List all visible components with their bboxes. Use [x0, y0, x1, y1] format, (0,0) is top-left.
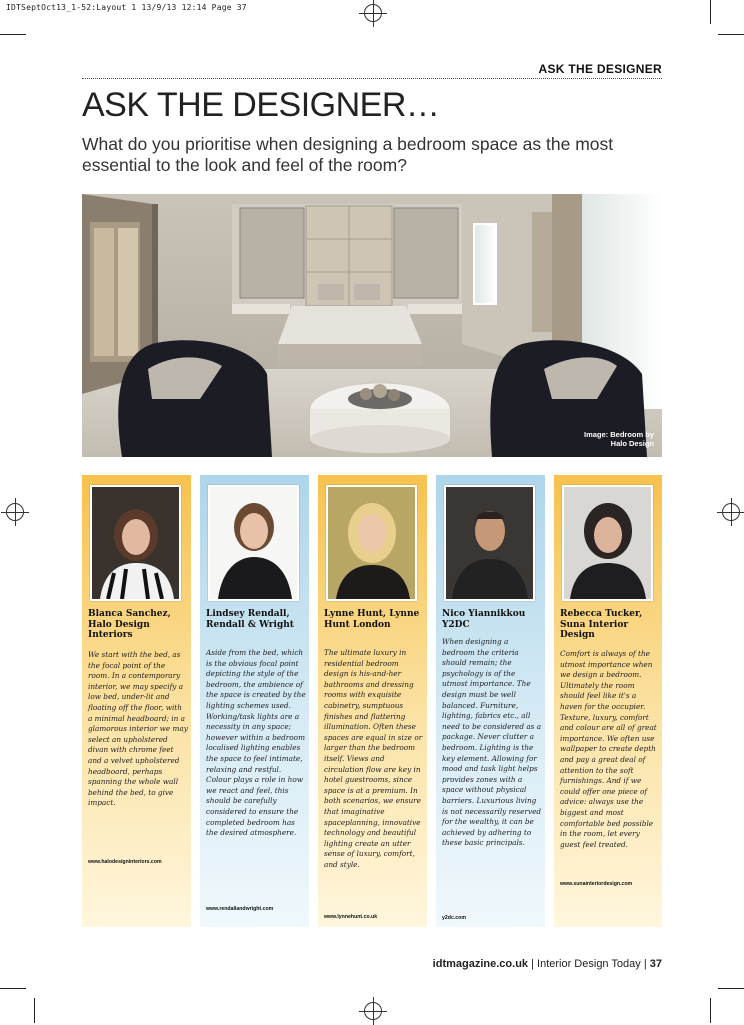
page-footer [433, 958, 662, 970]
footer-magazine: Interior Design Today [537, 958, 641, 970]
designer-card [200, 475, 309, 927]
registration-mark-icon [364, 4, 382, 22]
designer-card [318, 475, 427, 927]
designer-name: Lindsey Rendall, Rendall & Wright [206, 609, 294, 630]
crop-mark [710, 0, 711, 24]
designer-name: Nico Yiannikkou Y2DC [442, 609, 526, 630]
designer-answer: The ultimate luxury in residential bedroom design is his-and-her bathrooms and dressing rooms with exquisite cabinetry, sumptuous finishes and flattering illumination. Often these spaces are equal in size or larger than the bedroom itself. Views and circulation flow are key in hotel guestrooms, since space is at a premium. In both scenarios, we ensure that imaginative spaceplanning, innovative technology and beautiful lighting create an utter sense of luxury, comfort, and style. [324, 648, 423, 869]
designer-answer: When designing a bedroom the criteria should remain; the psychology is of the utmost importance. The design must be well balanced. Furniture, lighting, fabrics etc., all need to be considered as a package. Never clutter a bedroom. Lighting is the key element. Allowing for mood and task light helps provides zones with a space without physical barriers. Luxurious living is not necessarily reserved for the wealthy, it can be achieved by adhering to these basic principals. [442, 637, 542, 848]
designer-answer: Comfort is always of the utmost importance when we design a bedroom. Ultimately the room should feel like it's a haven for the occupier. Texture, luxury, comfort and colour are all of great importance. We often use wallpaper to create depth and pay a great deal of attention to the soft furnishings. And if we could offer one piece of advice: always use the biggest and most comfortable bed possible in the room, let every guest feel treated. [560, 649, 657, 849]
portrait-illustration [210, 487, 297, 599]
designer-url[interactable]: y2dc.com [442, 915, 466, 921]
section-tag: ASK THE DESIGNER [538, 62, 662, 76]
designer-url[interactable]: www.lynnehunt.co.uk [324, 914, 378, 920]
designer-card [554, 475, 662, 927]
portrait-illustration [92, 487, 179, 599]
page-subtitle: What do you prioritise when designing a bedroom space as the most essential to the look and feel of the room? [82, 134, 614, 175]
crop-mark [34, 998, 35, 1023]
print-slug: IDTSeptOct13_1-52:Layout 1 13/9/13 12:14 Page 37 [6, 3, 247, 12]
registration-mark-icon [722, 503, 740, 521]
designer-name: Lynne Hunt, Lynne Hunt London [324, 609, 420, 630]
crop-mark [718, 34, 744, 35]
hero-image-caption [584, 430, 654, 448]
footer-site[interactable]: idtmagazine.co.uk [432, 958, 529, 970]
header-divider [82, 78, 662, 79]
designer-url[interactable]: www.sunainteriordesign.com [560, 881, 633, 887]
hero-caption-line: Image: Bedroom by [583, 430, 654, 439]
portrait-illustration [328, 487, 415, 599]
portrait-illustration [446, 487, 533, 599]
registration-mark-icon [6, 503, 24, 521]
designer-portrait [208, 485, 299, 601]
designer-card [436, 475, 545, 927]
portrait-illustration [564, 487, 651, 599]
designer-url[interactable]: www.halodesigninteriors.com [88, 859, 162, 865]
designer-portrait [90, 485, 181, 601]
designer-name: Blanca Sanchez, Halo Design Interiors [88, 609, 171, 640]
footer-separator: | [643, 958, 650, 970]
designer-portrait [562, 485, 653, 601]
designer-portrait [326, 485, 417, 601]
crop-mark [0, 34, 26, 35]
designer-card [82, 475, 191, 927]
designer-cards [82, 475, 662, 927]
page-number: 37 [649, 958, 662, 970]
page-title: ASK THE DESIGNER… [82, 86, 440, 124]
registration-mark-icon [364, 1002, 382, 1020]
designer-name: Rebecca Tucker, Suna Interior Design [560, 609, 643, 640]
hero-caption-line: Halo Design [610, 439, 654, 448]
crop-mark [718, 988, 744, 989]
designer-answer: Aside from the bed, which is the obvious focal point depicting the style of the bedroom, the ambience of the space is created by the lighting schemes used. Working/task lights are a necessity in any space; however within a bedroom localised lighting enables the space to feel intimate, relaxing and restful. Colour plays a role in how we react and feel, this should be carefully considered to ensure the completed bedroom has the desired atmosphere. [206, 648, 306, 838]
footer-separator: | [531, 958, 538, 970]
designer-portrait [444, 485, 535, 601]
designer-url[interactable]: www.rendallandwright.com [206, 906, 274, 912]
hero-image-bedroom [82, 194, 662, 457]
crop-mark [710, 998, 711, 1023]
designer-answer: We start with the bed, as the focal point of the room. In a contemporary interior, we may specify a low bed, under-lit and floating off the floor, with a minimal headboard; in a glamorous interior we may select an upholstered divan with chrome feet and a velvet upholstered headboard, perhaps spanning the whole wall behind the bed, to give impact. [88, 650, 188, 808]
bedroom-illustration [82, 194, 662, 457]
crop-mark [0, 988, 26, 989]
